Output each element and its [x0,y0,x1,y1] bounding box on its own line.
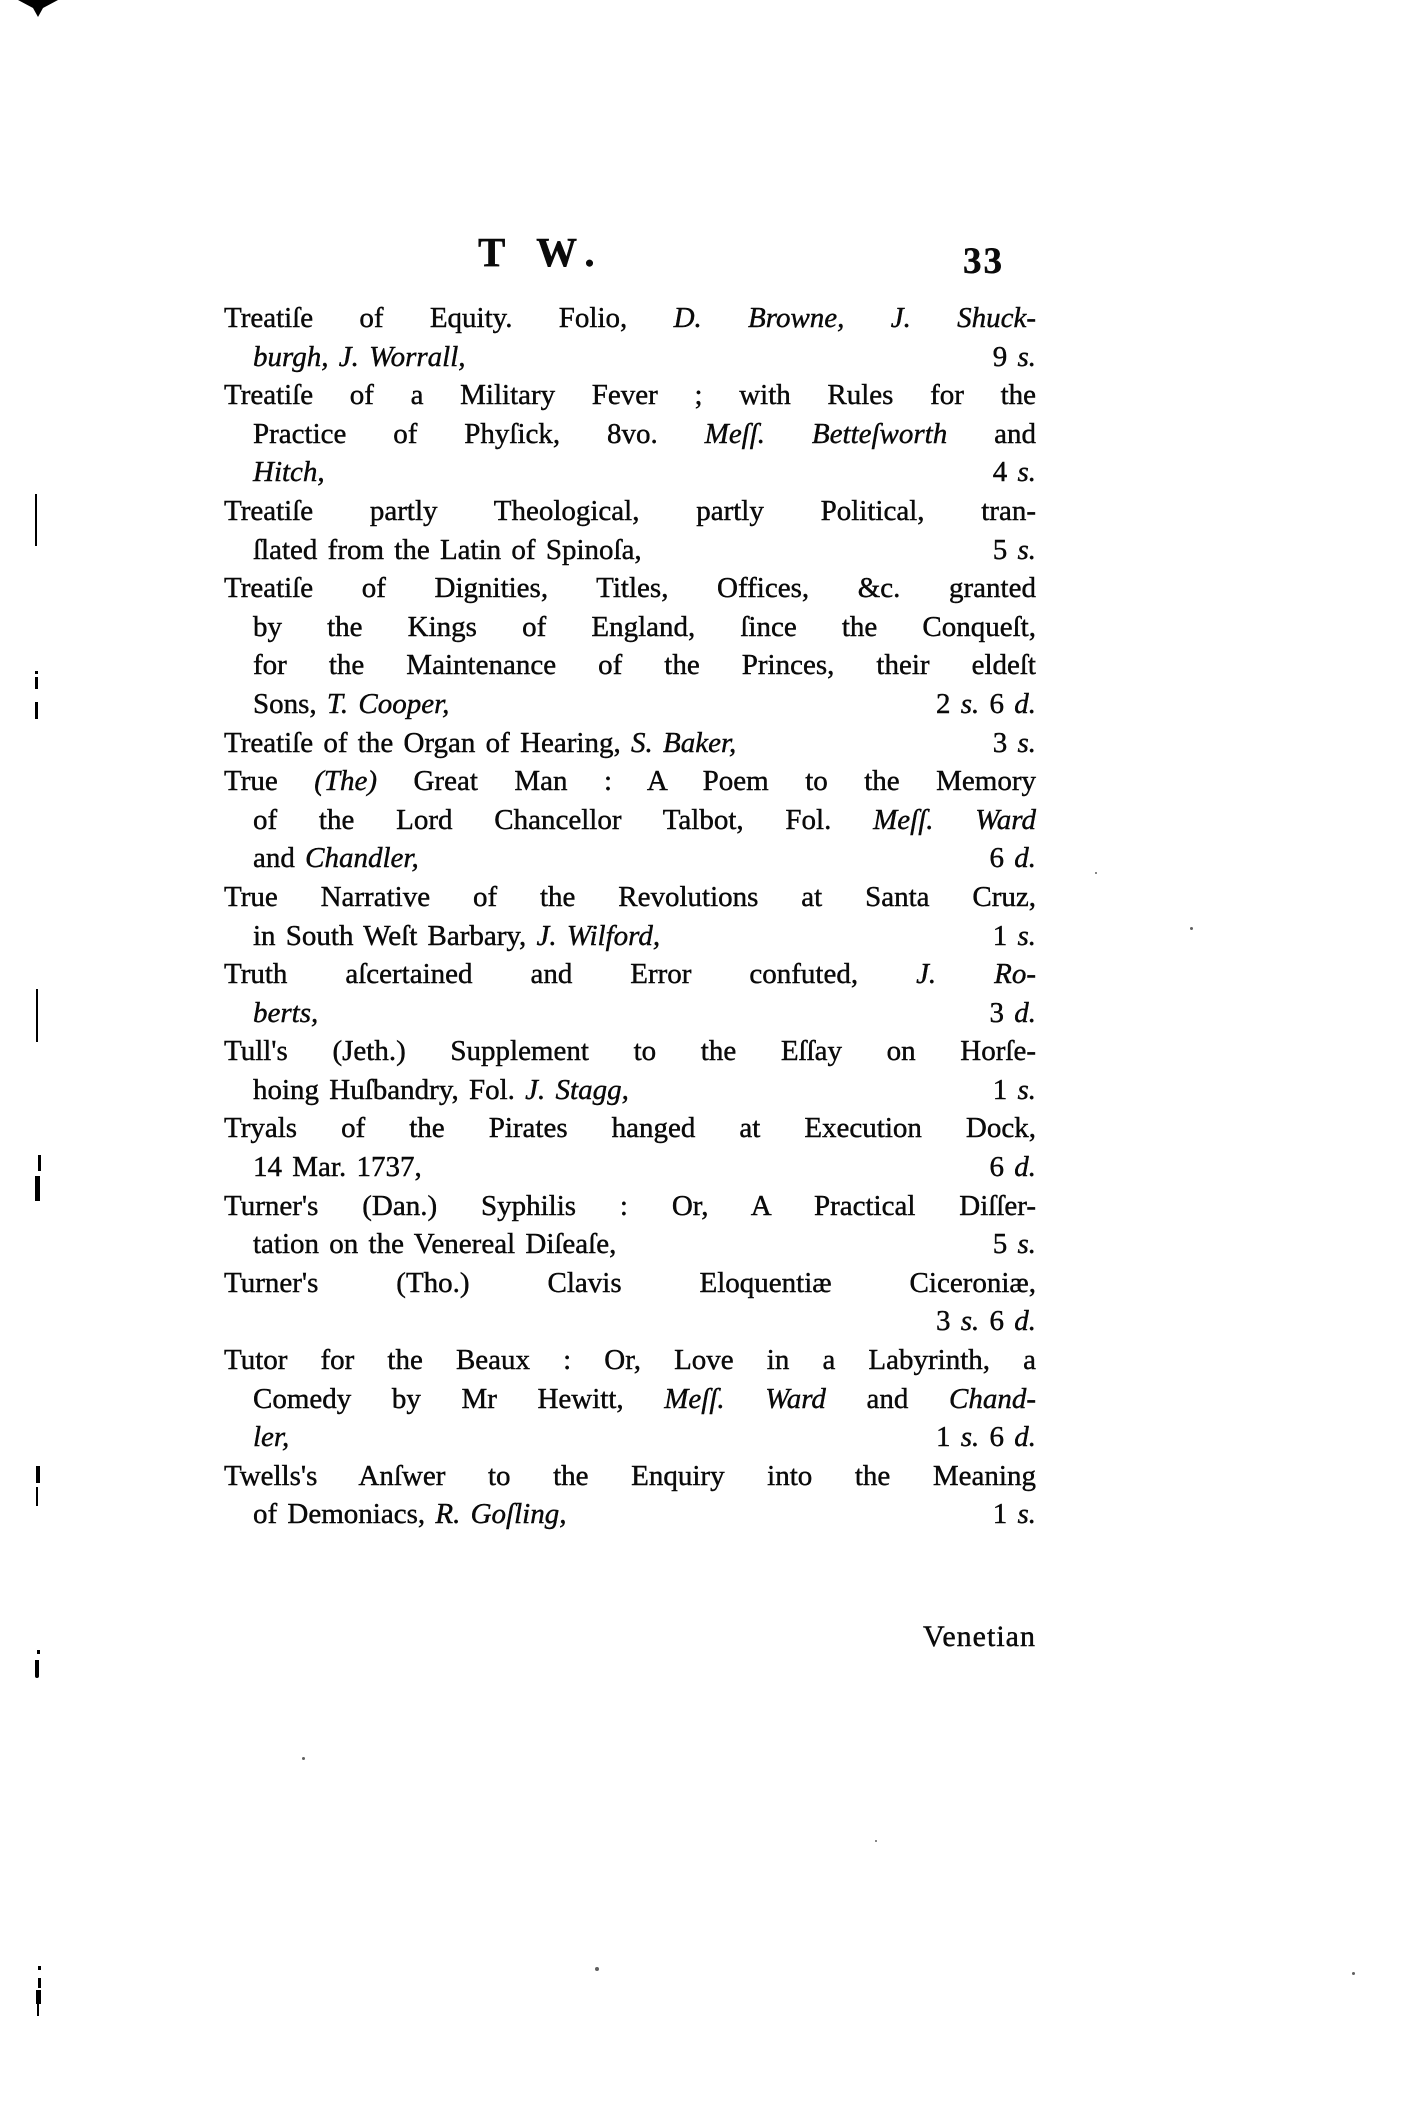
entry-text: 5 [992,1228,1008,1261]
entry-line-text [253,1380,1036,1419]
entry-line-text [224,762,1036,801]
entry-text: True [224,765,315,798]
entry-price [990,1148,1037,1187]
entry-text: 1 [992,1073,1008,1106]
publisher-name: s. [1007,919,1036,952]
entry-text: 2 [935,687,951,720]
entry-line [224,724,1036,763]
margin-mark [37,2004,39,2016]
entry-line [224,1187,1036,1226]
entry-text: Practice of Phyſick, 8vo. [253,417,705,450]
publisher-name: s. [1007,1228,1036,1261]
margin-mark [38,1155,41,1171]
entry-line-text [253,531,979,570]
entry-text: Tryals of the Pirates hanged at Execution Dock, [224,1112,1036,1145]
entry-text: True Narrative of the Revolutions at Santa Cruz, [224,880,1036,913]
entry-line [224,1380,1036,1419]
entry-line [224,1418,1036,1457]
entry-line-text [224,724,979,763]
entry-line-text [253,839,976,878]
publisher-name: Chand- [948,1382,1036,1415]
entry-line [224,1032,1036,1071]
publisher-name: d. [1004,1305,1036,1338]
margin-mark [36,1990,41,2004]
entry-text: Treatiſe of a Military Fever ; with Rules for the [224,379,1036,412]
entry-price [993,1071,1036,1110]
ink-speck [595,1967,599,1971]
publisher-name: s. [1007,1498,1036,1531]
entry-text: 3 [992,726,1008,759]
entry-line [224,1109,1036,1148]
margin-mark [36,1487,38,1506]
entry-price [936,1302,1036,1341]
ink-speck [1190,927,1193,930]
publisher-name: d. [1004,1421,1036,1454]
publisher-name: s. [950,1421,990,1454]
publisher-name: s. [1007,1073,1036,1106]
entry-price [993,917,1036,956]
entry-line-text [224,299,1036,338]
publisher-name: J. Wilford, [536,919,661,952]
entry-line-text [224,1457,1036,1496]
margin-mark [36,989,38,1042]
entry-text: Treatiſe of the Organ of Hearing, [224,726,631,759]
entry-line [224,1302,1036,1341]
publisher-name: Meſſ. Betteſworth [704,417,948,450]
ink-speck [1095,872,1097,874]
entry-line-text [253,994,976,1033]
entry-text: Treatiſe of Equity. Folio, [224,302,674,334]
entry-text: Sons, [253,687,327,720]
publisher-name: d. [1004,687,1036,720]
entry-line [224,917,1036,956]
entry-line-text [253,338,979,377]
entry-text: Tull's (Jeth.) Supplement to the Eſſay on Horſe- [224,1035,1036,1068]
publisher-name: (The) [314,765,378,798]
margin-mark [38,1966,41,1970]
entry-price [993,1495,1036,1534]
publisher-name: Chandler, [305,842,419,875]
margin-mark [35,1660,39,1678]
publisher-name: d. [1004,842,1036,875]
entry-price [990,839,1037,878]
entry-text: of the Lord Chancellor Talbot, Fol. [253,803,874,836]
publisher-name: d. [1004,996,1036,1029]
publisher-name: s. [950,1305,990,1338]
entry-line-text [253,1225,979,1264]
entry-text: 4 [992,456,1008,489]
entry-line [224,994,1036,1033]
entry-price [990,994,1037,1033]
publisher-name: burgh, J. Worrall, [253,340,466,373]
entry-price [993,453,1036,492]
entry-line-text [224,1341,1036,1380]
entry-line [224,1148,1036,1187]
page-number: 33 [963,241,1004,282]
entry-line-text [253,1148,976,1187]
margin-mark [35,494,37,546]
entry-line-text [253,1495,979,1534]
entry-line [224,376,1036,415]
publisher-name: Hitch, [253,456,325,489]
entry-text: 6 [989,1305,1004,1338]
entry-line-text [253,608,1036,647]
entry-text: Tutor for the Beaux : Or, Love in a Labyrinth, a [224,1344,1036,1377]
publisher-name: J. Stagg, [525,1073,629,1106]
entry-line [224,299,1036,338]
ink-speck [875,1840,877,1842]
entry-line [224,338,1036,377]
entry-line-text [224,376,1036,415]
publisher-name: s. [1007,456,1036,489]
entry-line [224,1457,1036,1496]
entry-text: 3 [935,1305,951,1338]
entry-text: 6 [989,1151,1004,1184]
entry-line-text [224,1032,1036,1071]
entry-text: 1 [935,1421,951,1454]
entry-text: Comedy by Mr Hewitt, [253,1382,665,1415]
entry-text: Twells's Anſwer to the Enquiry into the Meaning [224,1459,1036,1492]
entry-line [224,839,1036,878]
entry-line [224,1264,1036,1303]
entry-price [993,1225,1036,1264]
entry-line [224,685,1036,724]
entry-line [224,453,1036,492]
entry-line-text [253,801,1036,840]
running-title: T W. [478,229,606,275]
entry-line-text [224,955,1036,994]
entry-line-text [253,453,979,492]
publisher-name: berts, [253,996,319,1029]
publisher-name: S. Baker, [630,726,737,759]
entry-line [224,1071,1036,1110]
entry-text: and [947,417,1036,450]
entry-line-text [224,569,1036,608]
entry-price [993,338,1036,377]
entry-line [224,1341,1036,1380]
entry-line-text [253,685,922,724]
entry-price [936,685,1036,724]
publisher-name: Meſſ. Ward [873,803,1036,836]
ink-speck [302,1757,305,1760]
ink-speck [1352,1972,1355,1975]
entry-price [993,531,1036,570]
entry-line [224,762,1036,801]
entry-text: hoing Huſbandry, Fol. [253,1073,526,1106]
entry-line [224,608,1036,647]
entry-line-text [253,1071,979,1110]
margin-mark [35,702,38,719]
entry-text: Truth aſcertained and Error confuted, [224,958,917,991]
publisher-name: s. [1007,340,1036,373]
margin-mark [37,1650,40,1654]
entry-text: Treatiſe of Dignities, Titles, Offices, &c. granted [224,572,1036,605]
entry-line-text [224,878,1036,917]
entry-text: 6 [989,1421,1004,1454]
entry-line [224,531,1036,570]
entry-line-text [224,1187,1036,1226]
entry-text: Treatiſe partly Theological, partly Political, tran- [224,494,1036,527]
margin-mark [38,1978,41,1988]
entry-line [224,878,1036,917]
entry-text: for the Maintenance of the Princes, their eldeſt [253,649,1036,682]
entry-price [936,1418,1036,1457]
entry-line-text [224,1264,1036,1303]
margin-mark [35,1176,40,1201]
margin-mark [36,1466,40,1483]
entry-text: 6 [989,842,1004,875]
entry-text: 1 [992,919,1008,952]
entry-text: ſlated from the Latin of Spinoſa, [253,533,642,566]
entry-line-text [253,917,979,956]
entry-line [224,492,1036,531]
catchword: Venetian [923,1620,1036,1653]
publisher-name: s. [1007,726,1036,759]
corner-tear-artifact-icon [16,0,60,18]
entry-text: 6 [989,687,1004,720]
entry-text: tation on the Venereal Diſeaſe, [253,1228,617,1261]
entry-price [993,724,1036,763]
publisher-name: T. Cooper, [326,687,450,720]
entry-text: 1 [992,1498,1008,1531]
entry-line-text [224,1109,1036,1148]
publisher-name: J. Ro- [916,958,1036,991]
publisher-name: R. Goſling, [435,1498,567,1531]
entry-text: 5 [992,533,1008,566]
entry-line [224,569,1036,608]
entry-line-text [253,1302,922,1341]
entry-line-text [253,1418,922,1457]
entry-text: 3 [989,996,1004,1029]
entry-text: 14 Mar. 1737, [253,1151,422,1184]
entry-line [224,801,1036,840]
publisher-name: s. [950,687,990,720]
entry-lines [224,299,1036,1534]
entry-text: Turner's (Tho.) Clavis Eloquentiæ Ciceroniæ, [224,1266,1036,1299]
entry-text: Great Man : A Poem to the Memory [377,765,1036,798]
margin-mark [35,671,38,674]
entry-text: 9 [992,340,1008,373]
entry-text: and [253,842,306,875]
entry-text: in South Weſt Barbary, [253,919,537,952]
entry-line [224,1495,1036,1534]
publisher-name: D. Browne, J. Shuck- [673,302,1036,334]
entry-line [224,415,1036,454]
publisher-name: s. [1007,533,1036,566]
entry-text: and [825,1382,949,1415]
entry-line-text [224,492,1036,531]
publisher-name: d. [1004,1151,1036,1184]
publisher-name: ler, [253,1421,290,1454]
entry-line [224,955,1036,994]
publisher-name: Meſſ. Ward [664,1382,826,1415]
entry-line-text [253,415,1036,454]
entry-line-text [253,646,1036,685]
entry-line [224,1225,1036,1264]
entry-text: of Demoniacs, [253,1498,436,1531]
margin-mark [35,677,38,689]
entry-text: by the Kings of England, ſince the Conqueſt, [253,610,1036,643]
entry-text: Turner's (Dan.) Syphilis : Or, A Practical Diſſer- [224,1189,1036,1222]
entry-line [224,646,1036,685]
